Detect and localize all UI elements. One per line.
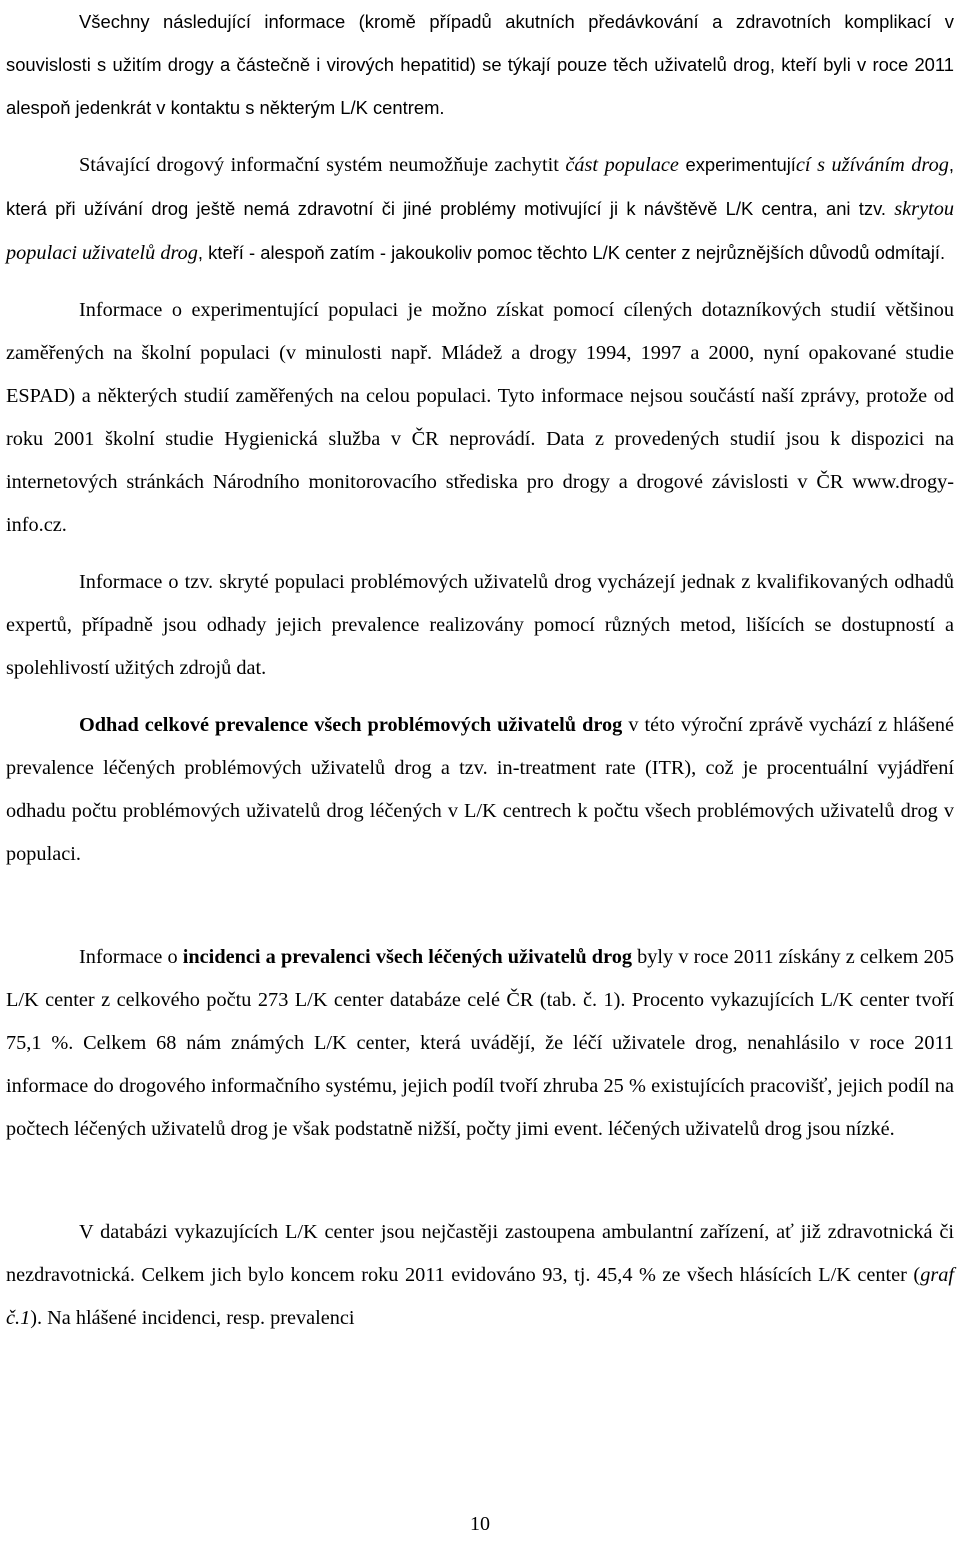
- text-run: Všechny následující informace (kromě případů akutních předávkování a zdravotních komplikací v souvislosti s užitím drogy a částečně i virových hepatitid) se týkají pouze těch uživatelů drog, kteří byli v roce 2011 alespoň jedenkrát v kontaktu s některým L/K centrem.: [6, 11, 954, 118]
- text-run: experimentují: [678, 154, 796, 175]
- paragraph-hidden-population: [6, 561, 954, 690]
- text-run: skrytou populaci uživatelů drog: [6, 198, 954, 264]
- text-run: cí s užíváním drog: [795, 154, 949, 176]
- paragraph-prevalence-estimate: [6, 704, 954, 876]
- paragraph-intro: [6, 0, 954, 129]
- text-run: graf č.1: [6, 1264, 954, 1329]
- text-run: v této výroční zprávě vychází z hlášené prevalence léčených problémových uživatelů drog a tzv. in-treatment rate (ITR), což je procentuální vyjádření odhadu počtu problémových uživatelů drog léčených v L/K centrech k počtu všech problémových uživatelů drog v populaci.: [6, 714, 954, 865]
- paragraph-incidence-prevalence: [6, 936, 954, 1151]
- text-run: ). Na hlášené incidenci, resp. prevalenci: [30, 1307, 355, 1329]
- text-run: Stávající drogový informační systém neumožňuje zachytit: [79, 154, 566, 176]
- text-run: , kteří - alespoň zatím - jakoukoliv pomoc těchto L/K center z nejrůznějších důvodů odmítají.: [197, 242, 946, 263]
- text-run: Odhad celkové prevalence všech problémových uživatelů drog: [79, 714, 623, 736]
- document-page: [6, 0, 954, 1340]
- paragraph-experimental-population: [6, 289, 954, 547]
- text-run: incidenci a prevalenci všech léčených uživatelů drog: [182, 946, 632, 968]
- text-run: V databázi vykazujících L/K center jsou nejčastěji zastoupena ambulantní zařízení, ať již zdravotnická či nezdravotnická. Celkem jich bylo koncem roku 2011 evidováno 93, tj. 45,4 % ze všech hlásících L/K center (: [6, 1221, 954, 1286]
- text-run: Informace o tzv. skryté populaci problémových uživatelů drog vycházejí jednak z kvalifikovaných odhadů expertů, případně jsou odhady jejich prevalence realizovány pomocí různých metod, lišících se dostupností a spolehlivostí užitých zdrojů dat.: [6, 571, 954, 679]
- page-number: 10: [470, 1513, 490, 1535]
- paragraph-database-centers: [6, 1211, 954, 1340]
- text-run: Informace o: [79, 946, 183, 968]
- text-run: , která při užívání drog ještě nemá zdravotní či jiné problémy motivující ji k návštěvě L/K centra, ani tzv.: [6, 154, 954, 219]
- text-run: Informace o experimentující populaci je možno získat pomocí cílených dotazníkových studií většinou zaměřených na školní populaci (v minulosti např. Mládež a drogy 1994, 1997 a 2000, nyní opakované studie ESPAD) a některých studií zaměřených na celou populaci. Tyto informace nejsou součástí naší zprávy, protože od roku 2001 školní studie Hygienická služba v ČR neprovádí. Data z provedených studií jsou k dispozici na internetových stránkách Národního monitorovacího střediska pro drogy a drogové závislosti v ČR www.drogy-info.cz.: [6, 299, 954, 536]
- paragraph-information-system: [6, 143, 954, 275]
- text-run: část populace: [565, 154, 679, 176]
- text-run: byly v roce 2011 získány z celkem 205 L/K center z celkového počtu 273 L/K center databáze celé ČR (tab. č. 1). Procento vykazujících L/K center tvoří 75,1 %. Celkem 68 nám známých L/K center, která uvádějí, že léčí uživatele drog, nenahlásilo v roce 2011 informace do drogového informačního systému, jejich podíl tvoří zhruba 25 % existujících pracovišť, jejich podíl na počtech léčených uživatelů drog je však podstatně nižší, počty jimi event. léčených uživatelů drog jsou nízké.: [6, 946, 954, 1140]
